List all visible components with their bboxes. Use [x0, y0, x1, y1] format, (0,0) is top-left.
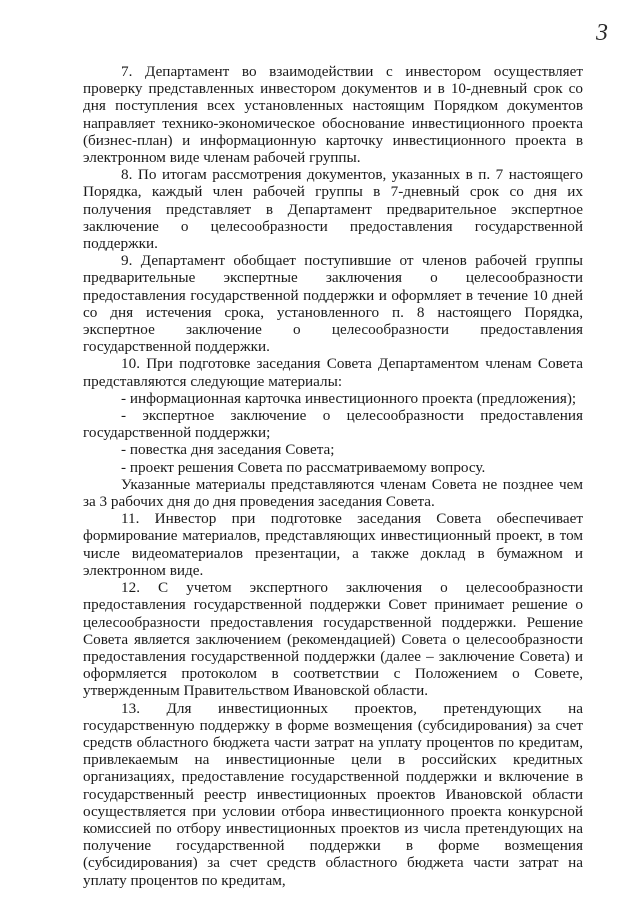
paragraph-12: 12. С учетом экспертного заключения о целесообразности предоставления государственной поддержки Совет принимает решение о целесообразности предоставления государственной поддержки. Решение Совета является заключением (рекомендацией) Совета о целесообразности предоставления государственной поддержки (далее – заключение Совета) и оформляется протоколом в соответствии с Положением о Совете, утвержденным Правительством Ивановской области. [83, 579, 583, 700]
paragraph-9: 9. Департамент обобщает поступившие от членов рабочей группы предварительные экспертные заключения о целесообразности предоставления государственной поддержки и оформляет в течение 10 дней со дня истечения срока, установленного п. 8 настоящего Порядка, экспертное заключение о целесообразности предоставления государственной поддержки. [83, 252, 583, 356]
document-body [83, 63, 583, 889]
paragraph-10: 10. При подготовке заседания Совета Департаментом членам Совета представляются следующие материалы: [83, 355, 583, 390]
list-item-agenda: - повестка дня заседания Совета; [121, 441, 335, 459]
paragraph-materials-deadline: Указанные материалы представляются членам Совета не позднее чем за 3 рабочих дня до дня проведения заседания Совета. [83, 475, 583, 511]
paragraph-8: 8. По итогам рассмотрения документов, указанных в п. 7 настоящего Порядка, каждый член рабочей группы в 7-дневный срок со дня их получения представляет в Департамент предварительное экспертное заключение о целесообразности предоставления государственной поддержки. [83, 166, 583, 253]
list-item-info-card: - информационная карточка инвестиционного проекта (предложения); [121, 389, 577, 407]
page-number: 3 [596, 20, 608, 46]
paragraph-7: 7. Департамент во взаимодействии с инвестором осуществляет проверку представленных инвестором документов и в 10-дневный срок со дня поступления всех установленных настоящим Порядком документов направляет технико-экономическое обоснование инвестиционного проекта (бизнес-план) и информационную карточку инвестиционного проекта в электронном виде членам рабочей группы. [83, 63, 583, 167]
paragraph-11: 11. Инвестор при подготовке заседания Совета обеспечивает формирование материалов, представляющих инвестиционный проект, в том числе видеоматериалов презентации, а также доклад в бумажном и электронном виде. [83, 510, 583, 579]
list-item-expert-opinion: - экспертное заключение о целесообразности предоставления государственной поддержки; [83, 407, 583, 442]
list-item-draft-decision: - проект решения Совета по рассматриваемому вопросу. [121, 458, 486, 476]
paragraph-13: 13. Для инвестиционных проектов, претендующих на государственную поддержку в форме возмещения (субсидирования) за счет средств областного бюджета части затрат на уплату процентов по кредитам, привлекаемым на инвестиционные цели в российских кредитных организациях, предоставление государственной поддержки и включение в государственный реестр инвестиционных проектов Ивановской области осуществляется при условии отбора инвестиционного проекта конкурсной комиссией по отбору инвестиционных проектов из числа претендующих на получение государственной поддержки в форме возмещения (субсидирования) за счет средств областного бюджета части затрат на уплату процентов по кредитам, [83, 699, 583, 889]
